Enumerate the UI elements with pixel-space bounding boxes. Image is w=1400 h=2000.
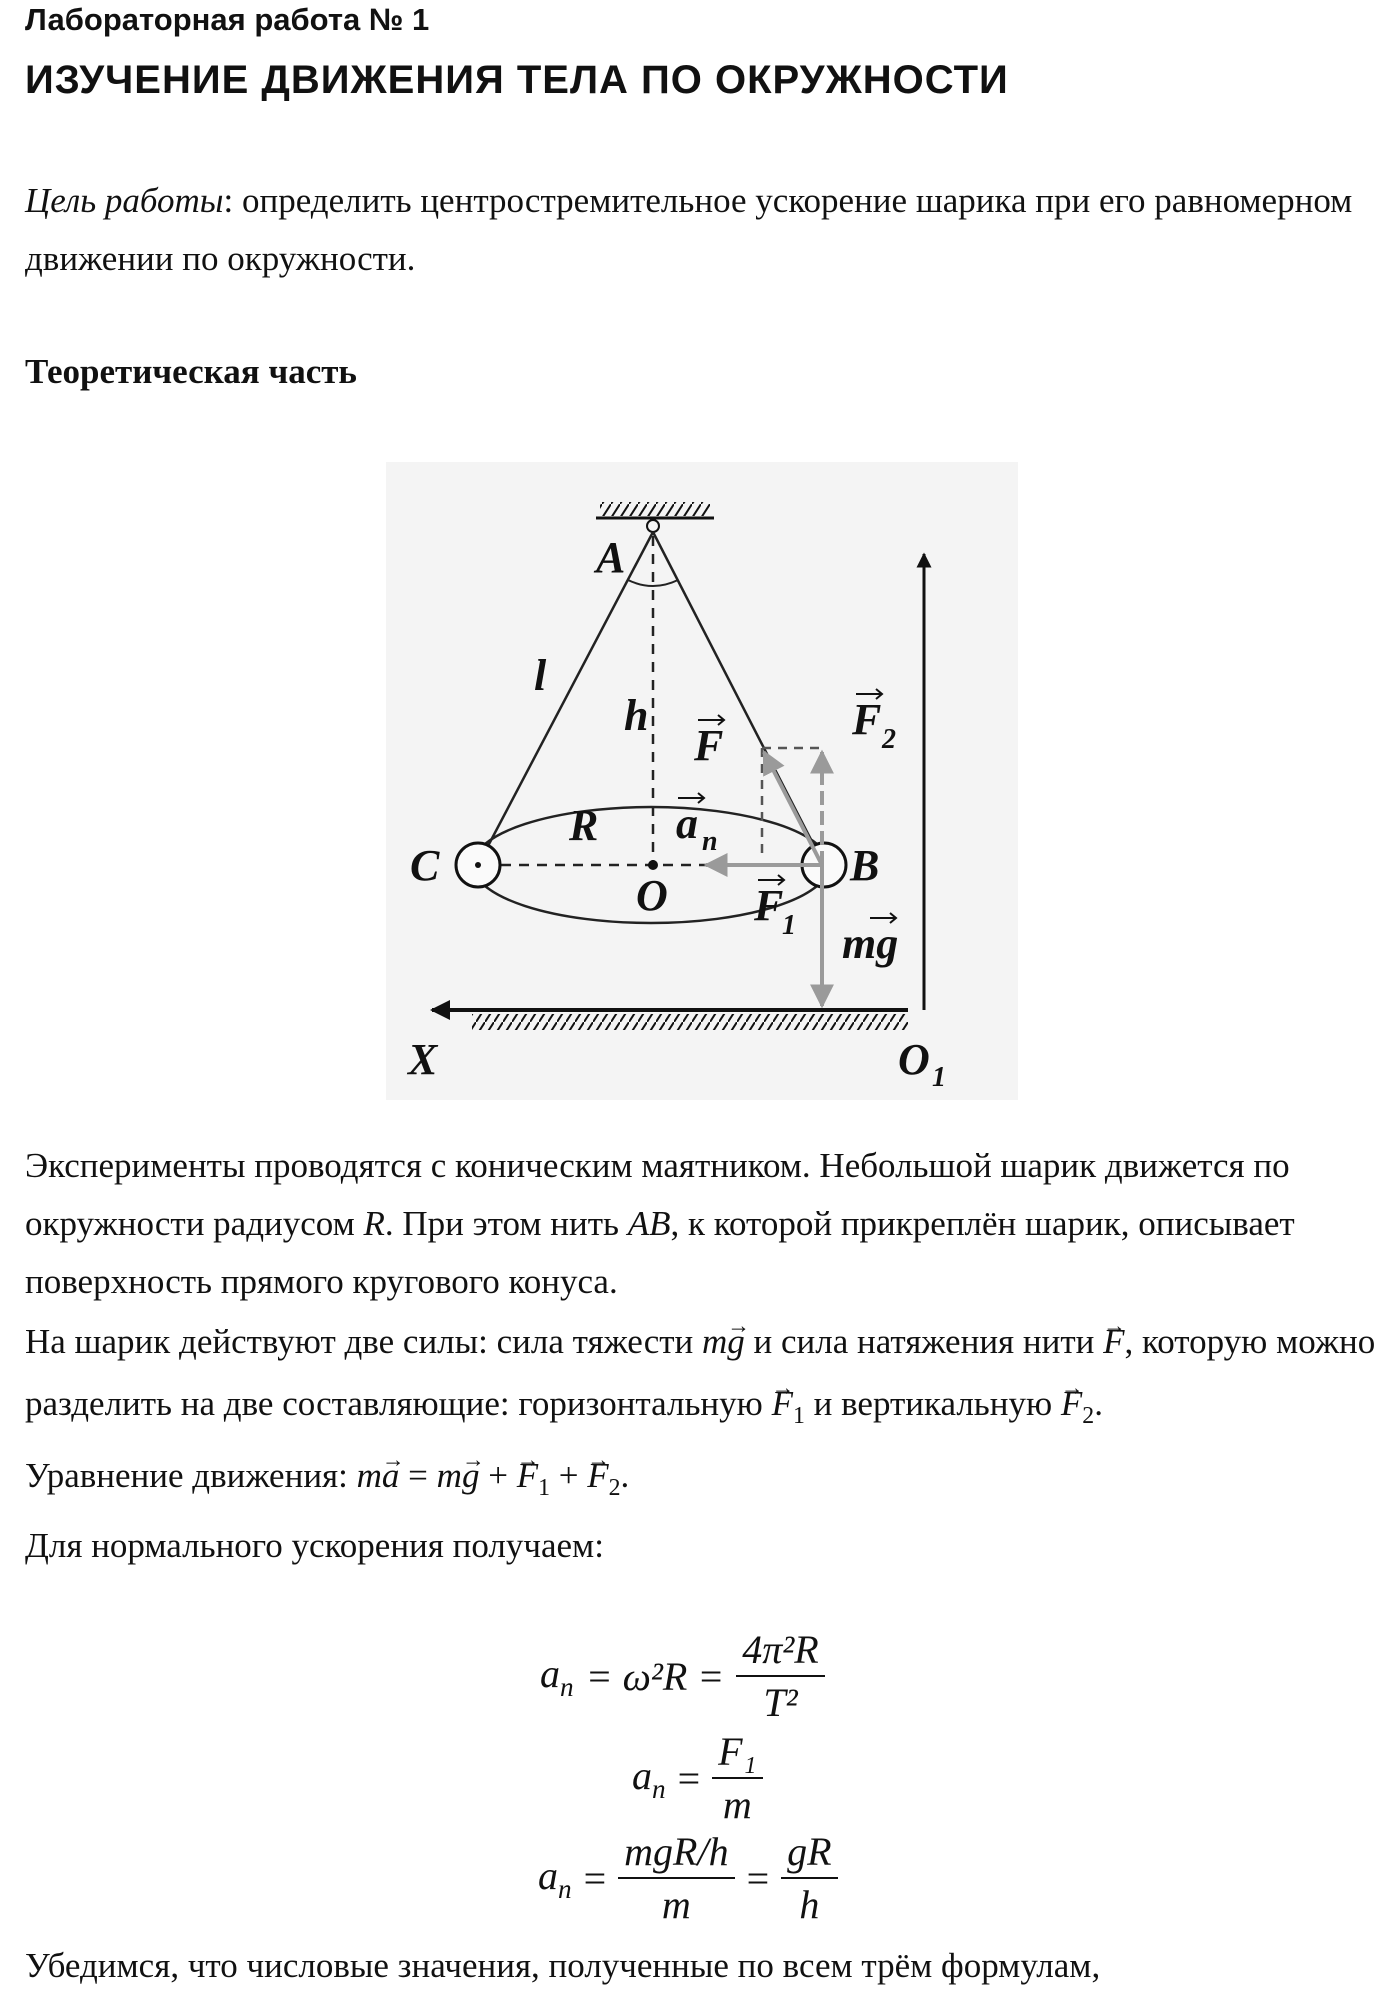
closing-sentence: Убедимся, что числовые значения, полученные по всем трём формулам, bbox=[25, 1946, 1101, 1985]
label-h: h bbox=[624, 691, 649, 740]
label-mg: mg bbox=[842, 919, 899, 968]
label-R: R bbox=[569, 801, 599, 850]
lab-number-heading: Лабораторная работа № 1 bbox=[25, 2, 430, 37]
label-F1-sub: 1 bbox=[782, 910, 796, 941]
label-O: O bbox=[636, 871, 668, 920]
label-B: B bbox=[850, 841, 880, 890]
equation-of-motion: Уравнение движения: m→ a = m→ g + → $F_1$ + → $F_2$. bbox=[25, 1447, 1395, 1517]
formula-centripetal-omega: $a_n$ = ω²R = $\frac{\text{4π²R}}{\text{T²}}$ bbox=[540, 1626, 825, 1726]
theory-text bbox=[25, 1137, 1395, 1575]
paragraph-forces: На шарик действуют две силы: сила тяжести m→ g и сила натяжения нити → F, которую можно разделить на две составляющие: горизонтальную → $F_1$ и вертикальную → $F_2$. bbox=[25, 1311, 1395, 1447]
conical-pendulum-diagram bbox=[386, 462, 1018, 1100]
label-X: X bbox=[408, 1035, 438, 1084]
label-C: C bbox=[410, 841, 440, 890]
label-F: F bbox=[694, 721, 724, 770]
page-title: ИЗУЧЕНИЕ ДВИЖЕНИЯ ТЕЛА ПО ОКРУЖНОСТИ bbox=[25, 58, 1009, 102]
theory-heading: Теоретическая часть bbox=[25, 352, 357, 391]
formula-centripetal-force: $a_n$ = $\frac{\text{F₁}}{m}$ bbox=[632, 1728, 763, 1828]
label-an: a bbox=[676, 799, 698, 848]
label-F1: F bbox=[754, 881, 784, 930]
label-O1-sub: 1 bbox=[932, 1062, 946, 1093]
label-F2-sub: 2 bbox=[882, 724, 896, 755]
center-point-O bbox=[648, 860, 658, 870]
formula-centripetal-geometry: $a_n$ = $\frac{\text{mgR/h}}{m}$ = $\frac{gR}{h}$ bbox=[538, 1828, 838, 1928]
goal-text: : определить центростремительное ускорение шарика при его равномерном движении по окружности. bbox=[25, 181, 1353, 278]
label-an-sub: n bbox=[702, 826, 718, 857]
label-F2: F bbox=[852, 695, 882, 744]
goal-label: Цель работы bbox=[25, 181, 224, 220]
paragraph-conical-pendulum: Эксперименты проводятся с коническим маятником. Небольшой шарик движется по окружности радиусом R. При этом нить AB, к которой прикреплён шарик, описывает поверхность прямого кругового конуса. bbox=[25, 1146, 1295, 1301]
goal-paragraph bbox=[25, 172, 1385, 288]
normal-acceleration-intro: Для нормального ускорения получаем: bbox=[25, 1526, 604, 1565]
label-O1: O bbox=[898, 1035, 930, 1084]
label-l: l bbox=[534, 651, 547, 700]
label-A: A bbox=[596, 533, 626, 582]
